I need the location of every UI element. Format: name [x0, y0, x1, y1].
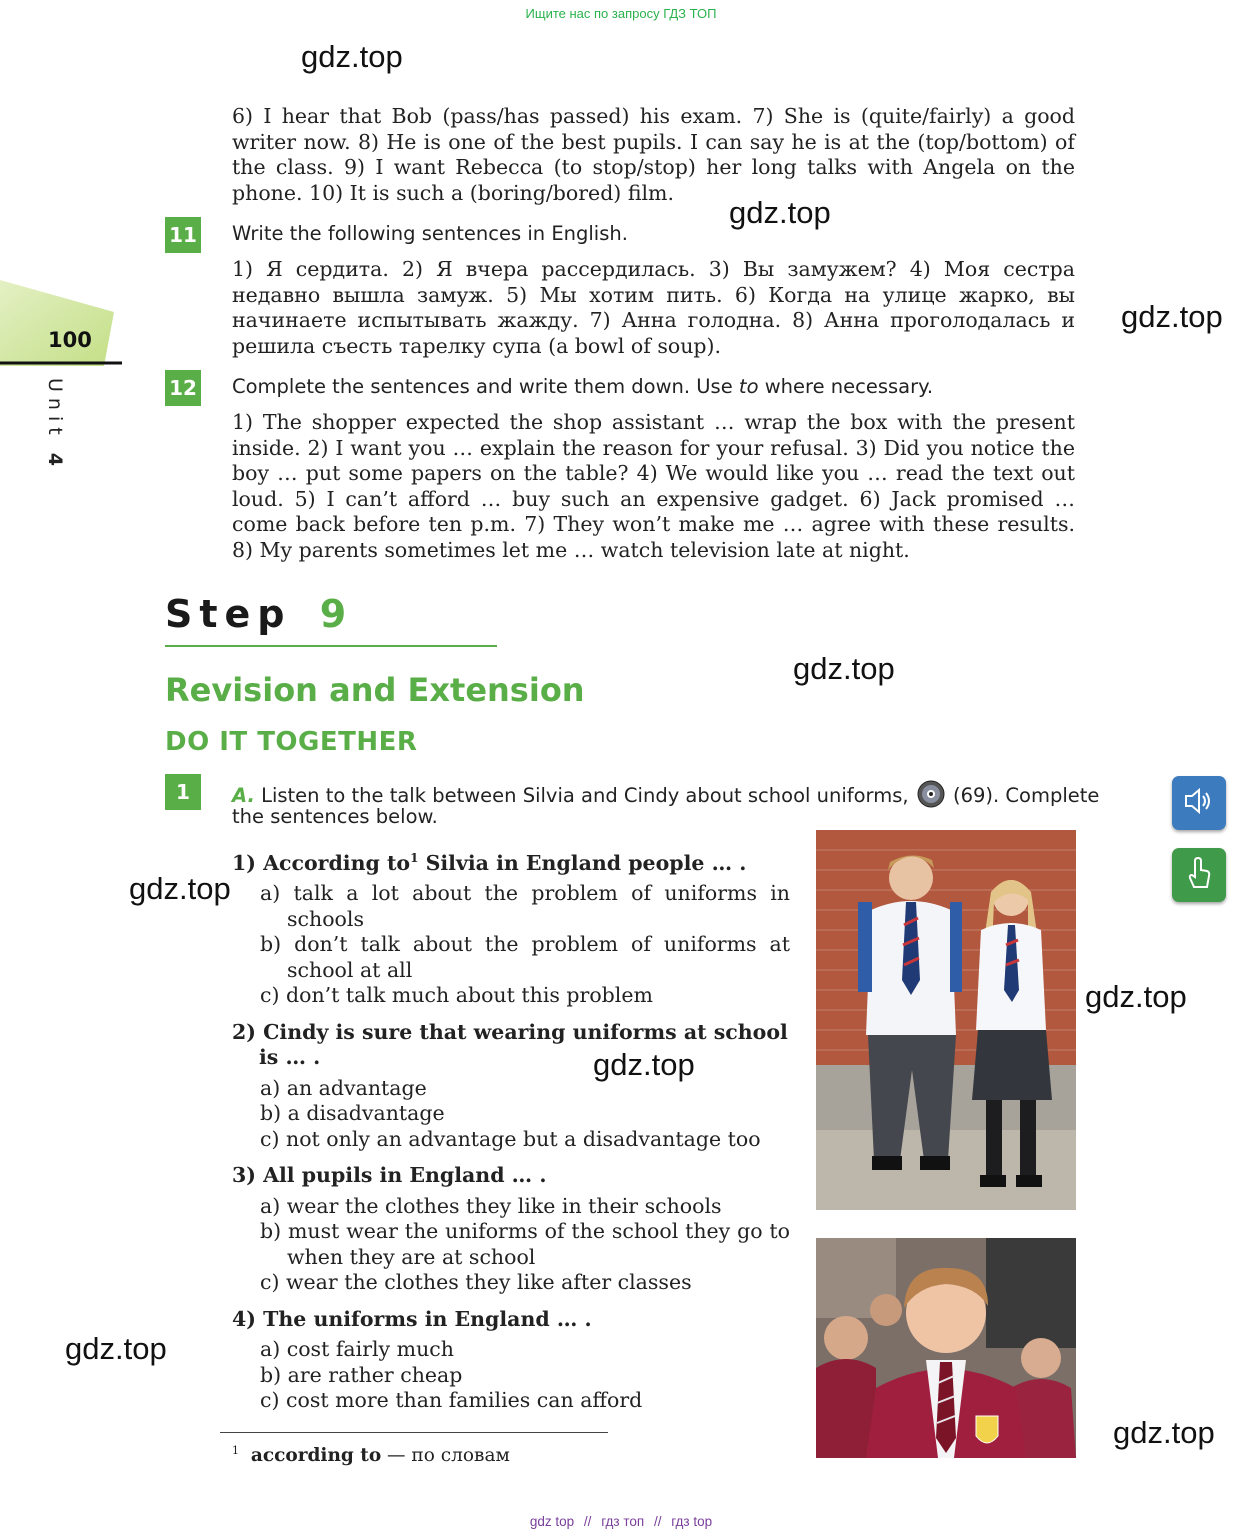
option: c) wear the clothes they like after classes: [260, 1270, 692, 1295]
question-stem: [232, 846, 790, 876]
exercise-11-text: 1) Я сердита. 2) Я вчера рассердилась. 3) Вы замужем? 4) Моя сестра недавно вышла замуж. 5) Мы хотим пить. 6) Когда на улице жарко, вы начинаете испытывать жажду. 7) Анна голодна. 8) Анна проголодалась и решила съесть тарелку супа (a bowl of soup).: [232, 257, 1075, 358]
track-number: (69). Complete: [952, 784, 1100, 807]
exercise-1-instruction-line2: the sentences below.: [232, 805, 438, 828]
unit-number: 4: [44, 452, 66, 472]
subsection-title: DO IT TOGETHER: [165, 727, 418, 757]
watermark: gdz.top: [129, 871, 231, 906]
exercise-1-questions: [232, 846, 790, 1414]
stem-text: 1) According to: [232, 850, 411, 875]
step-word: Step: [165, 592, 292, 636]
watermark: gdz.top: [301, 39, 403, 74]
exercise-part-label: A.: [232, 784, 255, 807]
unit-label: [44, 378, 66, 472]
question-1: [232, 846, 790, 1009]
speaker-icon: [1183, 787, 1215, 819]
footnote-translation: — по словам: [381, 1445, 510, 1467]
question-stem: 2) Cindy is sure that wearing uniforms at school is … .: [232, 1019, 788, 1070]
question-stem: 3) All pupils in England … .: [232, 1163, 547, 1188]
option: b) must wear the uniforms of the school they go to when they are at school: [260, 1219, 790, 1269]
step-underline: [165, 645, 497, 647]
footer-link[interactable]: гдз top: [671, 1514, 713, 1529]
footnote-term: according to: [250, 1445, 382, 1467]
instruction-part: where necessary.: [758, 375, 934, 398]
exercise-1-number: 1: [165, 774, 201, 810]
option: b) are rather cheap: [260, 1362, 463, 1387]
page-number: 100: [48, 328, 92, 352]
stem-text: Silvia in England people … .: [418, 850, 747, 875]
footnote-rule: [220, 1432, 608, 1433]
audio-disc-icon[interactable]: [917, 780, 945, 813]
option: c) not only an advantage but a disadvantage too: [260, 1126, 761, 1151]
exercise-12-instruction: [232, 375, 933, 398]
touch-icon: [1186, 856, 1212, 894]
option: c) don’t talk much about this problem: [260, 983, 653, 1008]
photo-boy-red-blazer: [816, 1238, 1076, 1458]
exercise-11-number: 11: [165, 217, 201, 253]
footnote: [232, 1438, 510, 1469]
question-2: [232, 1020, 790, 1153]
step-heading: [165, 592, 353, 636]
option: a) wear the clothes they like in their schools: [260, 1193, 722, 1218]
footer-link[interactable]: гдз топ: [601, 1514, 645, 1529]
interactive-button[interactable]: [1172, 848, 1226, 902]
watermark: gdz.top: [1121, 299, 1223, 334]
watermark: gdz.top: [593, 1047, 695, 1082]
instruction-italic: to: [738, 375, 759, 398]
exercise-12-text: 1) The shopper expected the shop assistant … wrap the box with the present inside. 2) I want you … explain the reason for your refusal. 3) Did you notice the boy … put some papers on the table? 4) We would like you … read the text out loud. 5) I can’t afford … buy such an expensive gadget. 6) Jack promised … come back before ten p.m. 7) They won’t make me … agree with these results. 8) My parents sometimes let me … watch television late at night.: [232, 410, 1075, 562]
instruction-text: Listen to the talk between Silvia and Cindy about school uniforms,: [261, 784, 909, 807]
footer-separator: //: [583, 1514, 592, 1529]
page-corner-tab: [0, 280, 122, 366]
instruction-part: Complete the sentences and write them down. Use: [232, 375, 739, 398]
option: c) cost more than families can afford: [260, 1388, 643, 1413]
photo-students-walking: [816, 830, 1076, 1210]
audio-button[interactable]: [1172, 776, 1226, 830]
footer-separator: //: [653, 1514, 662, 1529]
exercise-10-continuation: 6) I hear that Bob (pass/has passed) his exam. 7) She is (quite/fairly) a good writer now. 8) He is one of the best pupils. I can say he is at the (top/bottom) of the class. 9) I want Rebecca (to stop/stop) her long talks with Angela on the phone. 10) It is such a (boring/bored) film.: [232, 104, 1075, 205]
option: a) an advantage: [260, 1075, 427, 1100]
unit-word: Unit: [44, 378, 66, 441]
watermark: gdz.top: [65, 1331, 167, 1366]
footnote-marker: 1: [232, 1444, 239, 1457]
option: b) don’t talk about the problem of uniforms at school at all: [260, 932, 790, 982]
option: a) cost fairly much: [260, 1337, 454, 1362]
watermark: gdz.top: [1085, 979, 1187, 1014]
step-number: 9: [319, 592, 354, 636]
option: b) a disadvantage: [260, 1101, 445, 1126]
watermark: gdz.top: [729, 195, 831, 230]
footer-link[interactable]: gdz top: [529, 1514, 575, 1529]
exercise-12-number: 12: [165, 370, 201, 406]
section-title: Revision and Extension: [165, 671, 585, 709]
exercise-11-instruction: Write the following sentences in English.: [232, 222, 628, 245]
top-banner[interactable]: Ищите нас по запросу ГДЗ ТОП: [525, 6, 717, 21]
watermark: gdz.top: [793, 651, 895, 686]
question-4: [232, 1307, 790, 1414]
question-3: [232, 1163, 790, 1296]
footnote-ref: 1: [410, 851, 419, 865]
option: a) talk a lot about the problem of uniforms in schools: [260, 881, 790, 931]
question-stem: 4) The uniforms in England … .: [232, 1306, 592, 1331]
footer-links: [0, 1514, 1242, 1529]
watermark: gdz.top: [1113, 1415, 1215, 1450]
